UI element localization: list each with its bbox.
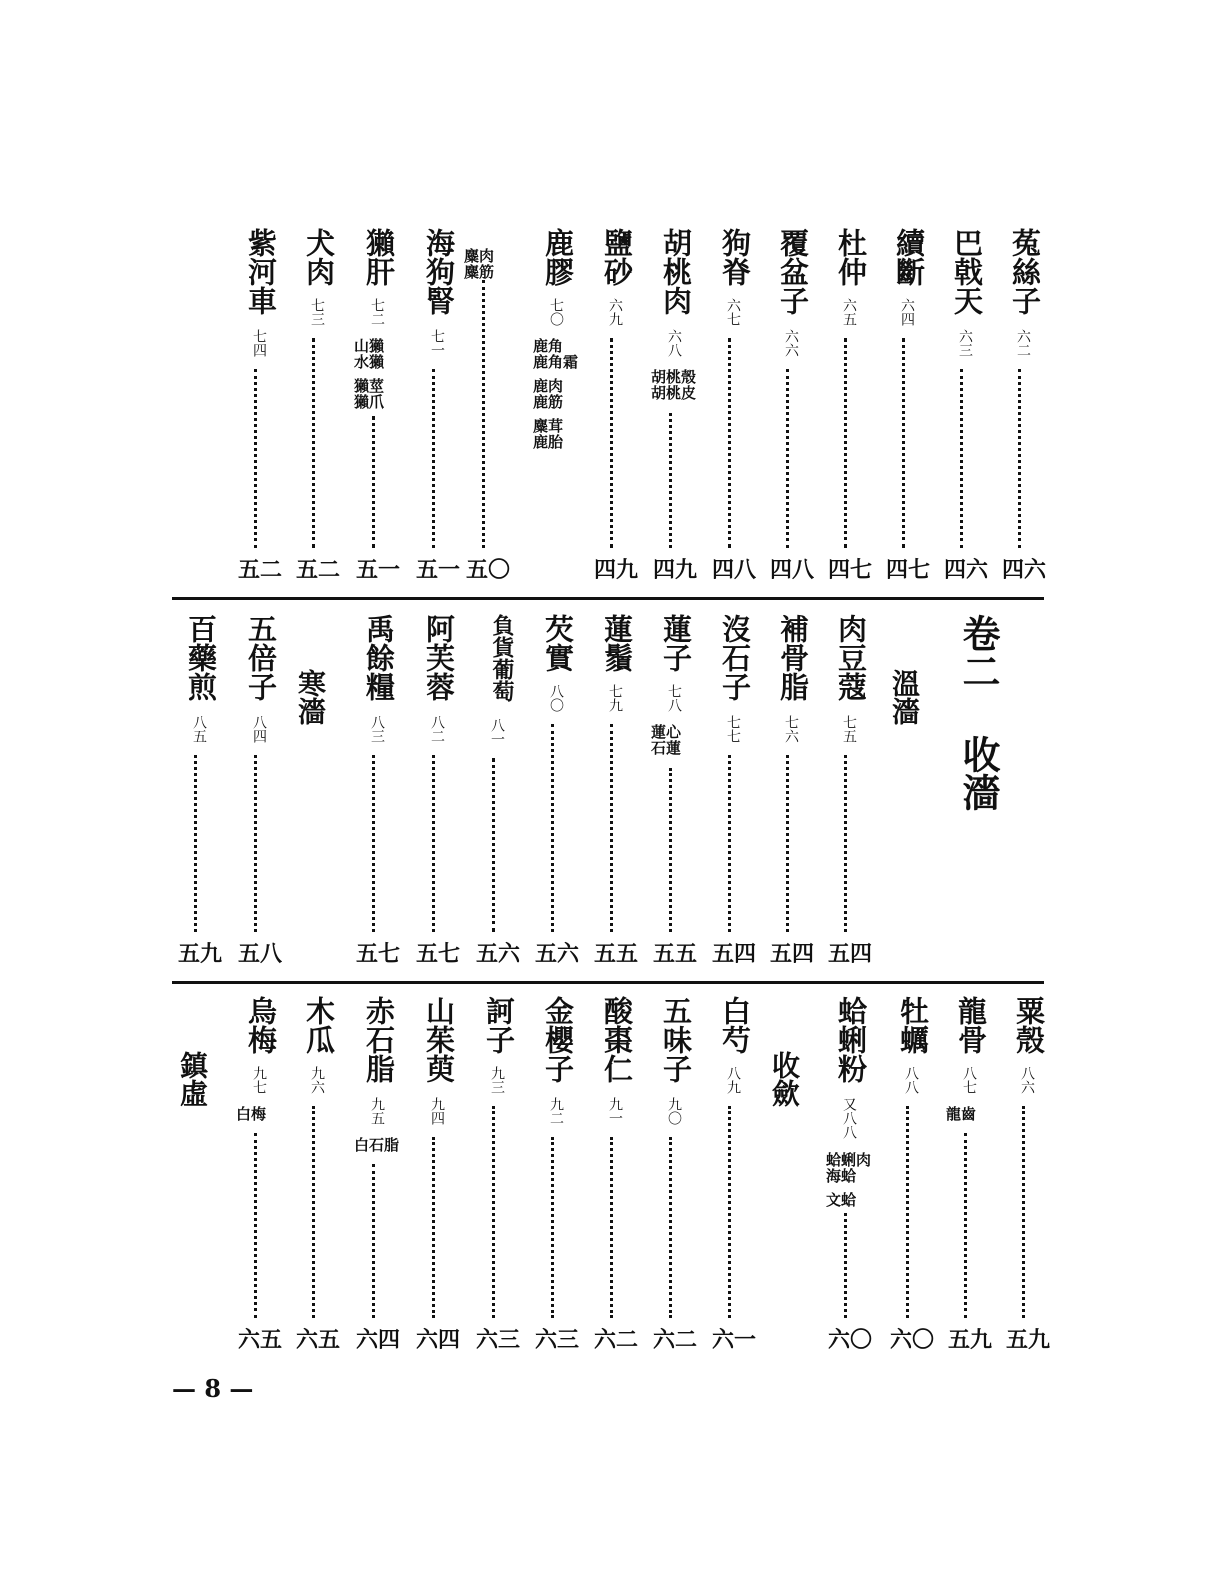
entry-note [464,248,500,280]
note-text: 獺莖 [354,377,385,395]
leader-dots [1022,1106,1025,1318]
toc-entry [354,228,402,588]
toc-entry [294,996,342,1358]
page-reference: 六〇 [890,1327,935,1353]
entry-name: 龍骨 [954,996,988,1054]
leader-dots [844,1213,847,1318]
leader-dots [786,755,789,932]
toc-entry [651,228,699,588]
toc-entry [236,228,284,588]
entry-number: 又八八 [841,1097,857,1139]
page-reference: 六四 [416,1327,461,1353]
page-reference: 五四 [712,941,757,967]
leader-dots [551,724,554,932]
entry-name: 補骨脂 [776,614,810,701]
toc-entry [946,996,994,1358]
toc-entry [533,614,581,972]
category-heading-label: 鎮虛 [176,1051,209,1107]
entry-name: 木瓜 [302,996,336,1054]
page-reference: 六二 [653,1327,698,1353]
entry-number: 八二 [429,715,445,743]
page-reference: 五六 [476,941,521,967]
page-reference: 五九 [178,941,223,967]
page-reference: 四九 [594,557,639,583]
toc-entry [414,614,462,972]
entry-number: 六九 [607,298,623,326]
note-text: 麋肉 [464,247,495,265]
entry-name: 訶子 [482,996,516,1054]
page-reference: 六三 [535,1327,580,1353]
entry-name: 覆盆子 [776,228,810,315]
leader-dots [906,1106,909,1318]
leader-dots [372,416,375,548]
entry-name: 杜仲 [834,228,868,286]
page-reference: 五四 [770,941,815,967]
toc-entry [592,996,640,1358]
entry-name: 狗脊 [718,228,752,286]
volume-title: 卷二 收濇 [956,614,1001,811]
entry-number: 六五 [841,298,857,326]
note-text: 胡桃殼 [651,368,697,386]
entry-note [826,1151,872,1209]
toc-entry [474,614,522,972]
entry-name: 鹿膠 [541,228,575,286]
toc-entry [414,228,462,588]
toc-entry [414,996,462,1358]
entry-name: 蓮鬚 [600,614,634,672]
entry-number: 九三 [489,1066,505,1094]
entry-number: 九五 [369,1097,385,1125]
toc-entry [826,614,874,972]
entry-name: 沒石子 [718,614,752,701]
entry-number: 七七 [725,715,741,743]
page-reference: 五八 [238,941,283,967]
leader-dots [669,1137,672,1318]
leader-dots [432,755,435,932]
page-reference: 六〇 [828,1327,873,1353]
entry-number: 九七 [251,1066,267,1094]
toc-entry [464,228,512,588]
toc-entry [768,614,816,972]
category-heading [888,614,936,972]
leader-dots [372,1164,375,1318]
leader-dots [312,1106,315,1318]
leader-dots [492,1106,495,1318]
toc-entry [176,614,224,972]
note-text: 鹿肉 [533,377,564,395]
note-text: 白梅 [236,1105,267,1123]
entry-number: 九二 [548,1097,564,1125]
page-reference: 四七 [828,557,873,583]
page-reference: 五二 [296,557,341,583]
entry-number: 七九 [607,684,623,712]
page-reference: 五九 [948,1327,993,1353]
entry-name: 芡實 [541,614,575,672]
category-heading [294,614,342,972]
entry-name: 赤石脂 [362,996,396,1083]
entry-number: 六三 [957,329,973,357]
toc-entry [710,996,758,1358]
note-text: 麋茸 [533,417,564,435]
entry-note [354,1136,400,1154]
page-reference: 四七 [886,557,931,583]
entry-note [236,1106,272,1122]
entry-number: 六二 [1015,329,1031,357]
toc-entry [942,228,990,588]
entry-number: 八五 [191,715,207,743]
section-divider-upper [172,597,1044,600]
entry-number: 七二 [369,298,385,326]
page-reference: 六二 [594,1327,639,1353]
page-reference: 五一 [416,557,461,583]
entry-name: 巴戟天 [950,228,984,315]
entry-name: 白芍 [718,996,752,1054]
leader-dots [372,755,375,932]
entry-name: 金櫻子 [541,996,575,1083]
entry-name: 菟絲子 [1008,228,1042,315]
leader-dots [669,768,672,932]
section-divider-lower [172,981,1044,984]
toc-entry [1000,228,1048,588]
entry-name: 紫河車 [244,228,278,315]
entry-number: 八六 [1019,1066,1035,1094]
entry-number: 九〇 [666,1097,682,1125]
page-reference: 四八 [712,557,757,583]
toc-entry [826,228,874,588]
entry-name: 胡桃肉 [659,228,693,315]
leader-dots [194,755,197,932]
page-number: — 8 — [172,1374,254,1403]
note-text: 鹿角霜 [533,353,579,371]
entry-number: 七四 [251,329,267,357]
leader-dots [844,338,847,548]
toc-entry [474,996,522,1358]
leader-dots [254,369,257,548]
entry-number: 七五 [841,715,857,743]
toc-entry [768,228,816,588]
page-reference: 五七 [416,941,461,967]
entry-name: 犬肉 [302,228,336,286]
leader-dots [492,758,495,932]
page-reference: 四九 [653,557,698,583]
page-reference: 六五 [238,1327,283,1353]
entry-note [946,1106,982,1122]
toc-entry [592,228,640,588]
entry-number: 九四 [429,1097,445,1125]
page-reference: 五七 [356,941,401,967]
entry-number: 八四 [251,715,267,743]
entry-number: 八九 [725,1066,741,1094]
entry-name: 百藥煎 [184,614,218,701]
leader-dots [312,338,315,548]
leader-dots [254,755,257,932]
entry-name: 粟殼 [1012,996,1046,1054]
toc-entry [354,996,402,1358]
leader-dots [432,369,435,548]
entry-name: 海狗腎 [422,228,456,315]
entry-name: 肉豆蔻 [834,614,868,701]
page-reference: 五〇 [466,557,511,583]
toc-entry [888,996,936,1358]
note-text: 鹿筋 [533,393,564,411]
entry-number: 六六 [783,329,799,357]
leader-dots [610,1137,613,1318]
leader-dots [728,1106,731,1318]
page-reference: 六四 [356,1327,401,1353]
page-reference: 五二 [238,557,283,583]
note-text: 白石脂 [354,1136,400,1154]
page-reference: 五四 [828,941,873,967]
category-heading [176,996,224,1358]
page-reference: 五六 [535,941,580,967]
toc-entry [236,614,284,972]
leader-dots [610,338,613,548]
entry-name: 五倍子 [244,614,278,701]
toc-entry [651,996,699,1358]
note-text: 鹿角 [533,337,564,355]
entry-name: 獺肝 [362,228,396,286]
entry-name: 山茱萸 [422,996,456,1083]
entry-name: 牡蠣 [896,996,930,1054]
page-reference: 四六 [944,557,989,583]
category-heading-label: 收歛 [768,1051,801,1107]
entry-number: 六七 [725,298,741,326]
note-text: 獺爪 [354,393,385,411]
category-heading [768,996,816,1358]
note-text: 石蓮 [651,739,682,757]
leader-dots [432,1137,435,1318]
entry-name: 阿芙蓉 [422,614,456,701]
toc-entry [1004,996,1052,1358]
leader-dots [669,413,672,548]
category-heading-label: 溫濇 [888,669,921,725]
toc-entry [710,228,758,588]
entry-number: 八一 [489,718,505,746]
leader-dots [964,1133,967,1318]
leader-dots [844,755,847,932]
toc-entry [533,996,581,1358]
entry-number: 八七 [961,1066,977,1094]
toc-entry [826,996,874,1358]
toc-entry [592,614,640,972]
toc-entry [533,228,581,588]
entry-name: 五味子 [659,996,693,1083]
leader-dots [1018,369,1021,548]
note-text: 胡桃皮 [651,384,697,402]
entry-number: 七三 [309,298,325,326]
note-text: 海蛤 [826,1167,857,1185]
entry-name: 禹餘糧 [362,614,396,701]
note-text: 鹿胎 [533,433,564,451]
leader-dots [786,369,789,548]
entry-name: 蓮子 [659,614,693,672]
note-text: 水獺 [354,353,385,371]
entry-number: 九一 [607,1097,623,1125]
entry-number: 六四 [899,298,915,326]
entry-number: 七八 [666,684,682,712]
page-reference: 五九 [1006,1327,1051,1353]
toc-entry [354,614,402,972]
entry-number: 七一 [429,329,445,357]
page-reference: 六一 [712,1327,757,1353]
leader-dots [960,369,963,548]
toc-entry [884,228,932,588]
entry-number: 八八 [903,1066,919,1094]
entry-name: 續斷 [892,228,926,286]
entry-note [651,368,697,402]
toc-entry [651,614,699,972]
leader-dots [551,1137,554,1318]
leader-dots [254,1133,257,1318]
page-reference: 五一 [356,557,401,583]
toc-entry [236,996,284,1358]
leader-dots [610,724,613,932]
entry-note [533,337,579,451]
entry-number: 八〇 [548,684,564,712]
entry-note [354,338,390,410]
note-text: 蛤蜊肉 [826,1151,872,1169]
page-reference: 四八 [770,557,815,583]
leader-dots [482,280,485,548]
category-heading-label: 寒濇 [294,669,327,725]
entry-number: 六八 [666,329,682,357]
entry-name: 酸棗仁 [600,996,634,1083]
entry-name: 負貨葡萄 [489,614,515,702]
entry-number: 七〇 [548,298,564,326]
entry-note [651,724,687,756]
page-reference: 六五 [296,1327,341,1353]
note-text: 文蛤 [826,1191,857,1209]
page-reference: 四六 [1002,557,1047,583]
entry-number: 七六 [783,715,799,743]
note-text: 山獺 [354,337,385,355]
note-text: 龍齒 [946,1105,977,1123]
page-reference: 五五 [594,941,639,967]
entry-number: 八三 [369,715,385,743]
leader-dots [728,755,731,932]
page-reference: 五五 [653,941,698,967]
note-text: 蓮心 [651,723,682,741]
toc-entry [710,614,758,972]
leader-dots [902,338,905,548]
leader-dots [728,338,731,548]
entry-name: 烏梅 [244,996,278,1054]
note-text: 麋筋 [464,263,495,281]
entry-number: 九六 [309,1066,325,1094]
toc-entry [294,228,342,588]
entry-name: 蛤蜊粉 [834,996,868,1083]
entry-name: 鹽砂 [600,228,634,286]
page-reference: 六三 [476,1327,521,1353]
